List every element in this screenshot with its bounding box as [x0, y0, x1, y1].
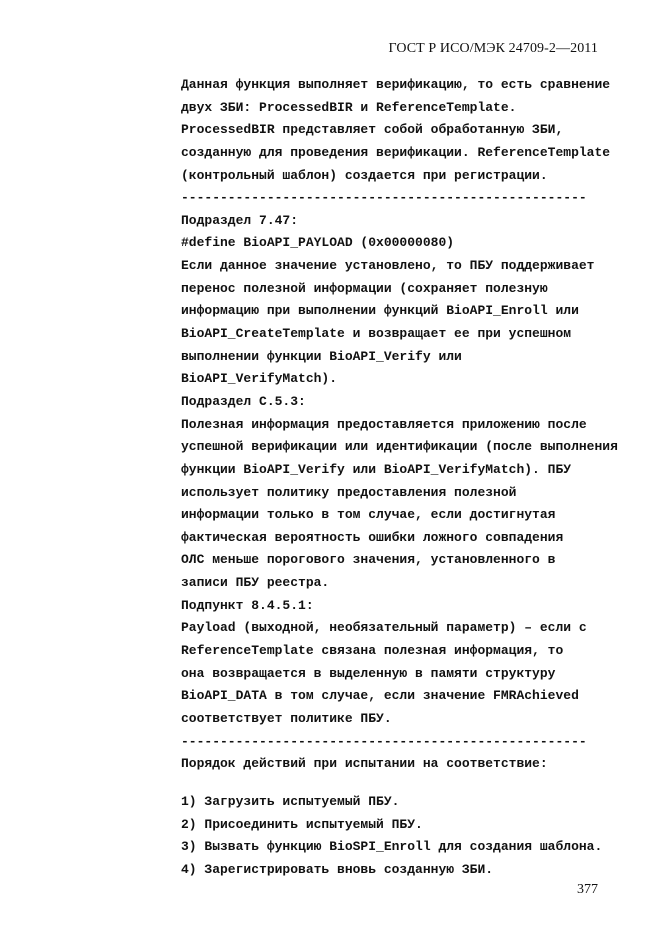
text-line: функции BioAPI_Verify или BioAPI_VerifyMatch). ПБУ	[181, 461, 572, 477]
section-heading: Подраздел 7.47:	[181, 212, 299, 228]
separator-line: ----------------------------------------------------	[181, 733, 587, 749]
procedure-step: 3) Вызвать функцию BioSPI_Enroll для создания шаблона.	[181, 839, 603, 855]
code-line: #define BioAPI_PAYLOAD (0x00000080)	[181, 235, 455, 251]
text-line: (контрольный шаблон) создается при регистрации.	[181, 167, 548, 183]
text-line: ProcessedBIR представляет собой обработанную ЗБИ,	[181, 122, 564, 138]
document-header: ГОСТ Р ИСО/МЭК 24709-2—2011	[388, 41, 598, 56]
text-line: она возвращается в выделенную в памяти структуру	[181, 665, 556, 681]
text-line: Если данное значение установлено, то ПБУ поддерживает	[181, 258, 595, 274]
procedure-step: 2) Присоединить испытуемый ПБУ.	[181, 816, 423, 832]
text-line: созданную для проведения верификации. ReferenceTemplate	[181, 144, 611, 160]
text-line: перенос полезной информации (сохраняет полезную	[181, 280, 548, 296]
text-line: BioAPI_VerifyMatch).	[181, 371, 338, 387]
text-line: Полезная информация предоставляется приложению после	[181, 416, 587, 432]
procedure-step: 4) Зарегистрировать вновь созданную ЗБИ.	[181, 861, 494, 877]
blank-line	[181, 776, 621, 791]
page-number: 377	[577, 882, 598, 897]
text-line: успешной верификации или идентификации (после выполнения	[181, 439, 618, 455]
text-line: фактическая вероятность ошибки ложного совпадения	[181, 529, 564, 545]
section-heading: Подраздел С.5.3:	[181, 393, 306, 409]
document-body	[181, 74, 621, 881]
text-line: двух ЗБИ: ProcessedBIR и ReferenceTemplate.	[181, 99, 517, 115]
text-line: использует политику предоставления полезной	[181, 484, 517, 500]
text-line: информацию при выполнении функций BioAPI_Enroll или	[181, 303, 579, 319]
text-line: BioAPI_DATA в том случае, если значение FMRAchieved	[181, 688, 579, 704]
text-line: соответствует политике ПБУ.	[181, 710, 392, 726]
text-line: записи ПБУ реестра.	[181, 575, 330, 591]
separator-line: ----------------------------------------------------	[181, 190, 587, 206]
text-line: BioAPI_CreateTemplate и возвращает ее при успешном	[181, 326, 572, 342]
procedure-heading: Порядок действий при испытании на соответствие:	[181, 756, 548, 772]
text-line: ОЛС меньше порогового значения, установленного в	[181, 552, 556, 568]
section-heading: Подпункт 8.4.5.1:	[181, 597, 314, 613]
procedure-step: 1) Загрузить испытуемый ПБУ.	[181, 793, 400, 809]
text-line: ReferenceTemplate связана полезная информация, то	[181, 643, 564, 659]
text-line: информации только в том случае, если достигнутая	[181, 507, 556, 523]
text-line: выполнении функции BioAPI_Verify или	[181, 348, 462, 364]
text-line: Данная функция выполняет верификацию, то есть сравнение	[181, 77, 611, 92]
text-line: Payload (выходной, необязательный параметр) – если с	[181, 620, 587, 636]
